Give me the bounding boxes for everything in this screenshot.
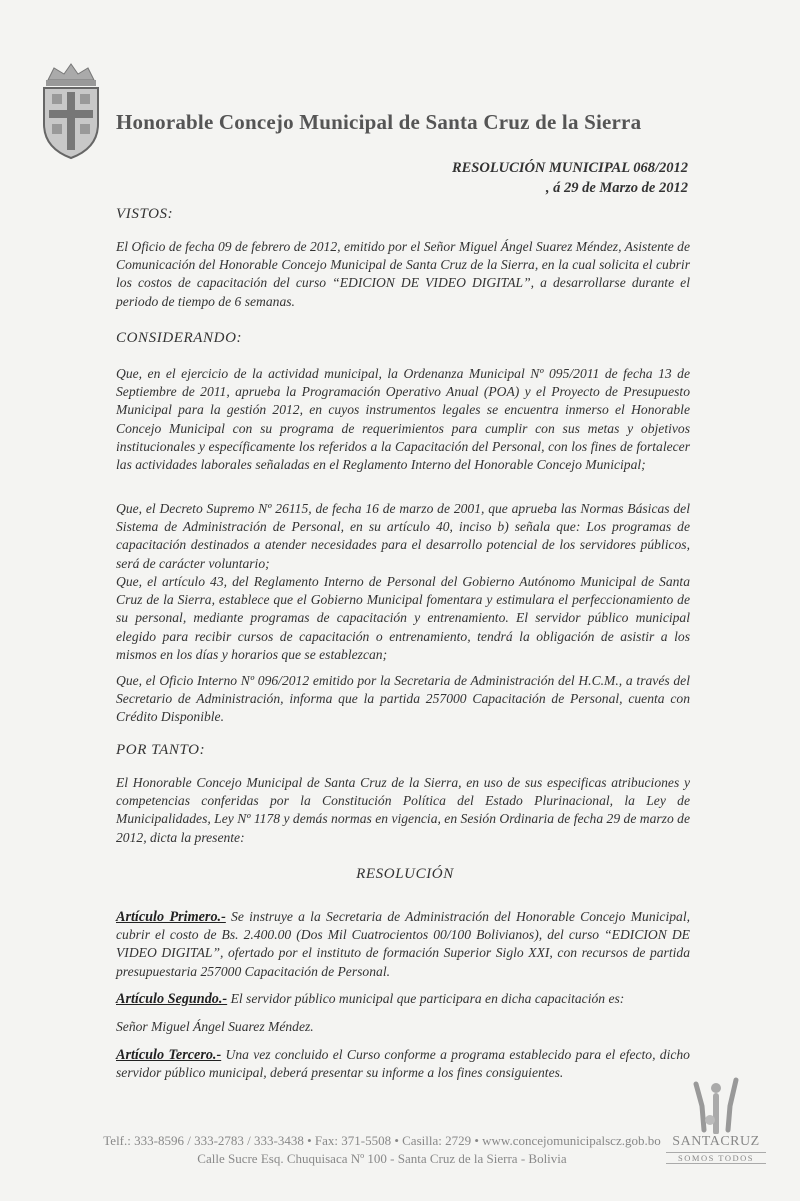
article-first — [116, 908, 690, 981]
resolution-number: RESOLUCIÓN MUNICIPAL 068/2012 — [451, 160, 688, 176]
considerando-paragraph-2: Que, el Decreto Supremo Nº 26115, de fecha 16 de marzo de 2001, que aprueba las Normas Básicas del Sistema de Administración de Personal, en su artículo 40, inciso b) señala que: Los programas de capacitación destinados a atender necesidades para el desarrollo potencial de los servidores públicos, será de carácter voluntario; — [116, 501, 690, 571]
logo-text: SANTACRUZ — [672, 1134, 760, 1149]
considerando-paragraph-3: Que, el artículo 43, del Reglamento Interno de Personal del Gobierno Autónomo Municipal de Santa Cruz de la Sierra, establece que el Gobierno Municipal fomentara y estimulara el perfeccionamiento de su personal, mediante programas de capacitación y entrenamiento. El servidor público municipal elegido para recibir cursos de capacitación o entrenamiento, tendrá la obligación de asistir a los mismos en los días y horarios que se establezcan; — [116, 574, 690, 662]
considerando-heading: CONSIDERANDO: — [116, 330, 243, 346]
organization-name: Honorable Concejo Municipal de Santa Cruz de la Sierra — [116, 110, 642, 134]
article-second-label: Artículo Segundo.- — [116, 991, 228, 1007]
people-figures-icon — [666, 1076, 766, 1134]
article-first-label: Artículo Primero.- — [116, 909, 226, 925]
coat-of-arms-icon — [36, 62, 106, 160]
por-tanto-heading: POR TANTO: — [116, 742, 206, 758]
article-third-label: Artículo Tercero.- — [116, 1047, 222, 1063]
resolution-header — [452, 158, 688, 198]
article-third — [116, 1046, 690, 1082]
resolution-date: , á 29 de Marzo de 2012 — [545, 180, 688, 196]
article-third-text: Una vez concluido el Curso conforme a programa establecido para el efecto, dicho servidor público municipal, deberá presentar su informe a los fines consiguientes. — [116, 1047, 690, 1081]
participant-name: Señor Miguel Ángel Suarez Méndez. — [116, 1019, 314, 1034]
resolucion-heading: RESOLUCIÓN — [356, 866, 454, 882]
considerando-paragraph-1: Que, en el ejercicio de la actividad municipal, la Ordenanza Municipal Nº 095/2011 de fecha 13 de Septiembre de 2011, aprueba la Programación Operativo Anual (POA) y el Proyecto de Presupuesto Municipal para la gestión 2012, en cuyos instrumentos legales se encuentra inmerso el Honorable Concejo Municipal con su programa de requerimientos para cumplir con sus metas y objetivos institucionales y específicamente los referidos a la Capacitación del Personal, con los fines de fortalecer las actividades laborales señaladas en el Reglamento Interno del Honorable Concejo Municipal; — [116, 366, 690, 473]
por-tanto-paragraph: El Honorable Concejo Municipal de Santa Cruz de la Sierra, en uso de sus especificas atribuciones y competencias conferidas por la Constitución Política del Estado Plurinacional, la Ley de Municipalidades, Ley Nº 1178 y demás normas en vigencia, en Sesión Ordinaria de fecha 29 de marzo de 2012, dicta la presente: — [116, 775, 690, 845]
vistos-paragraph: El Oficio de fecha 09 de febrero de 2012, emitido por el Señor Miguel Ángel Suarez Méndez, Asistente de Comunicación del Honorable Concejo Municipal de Santa Cruz de la Sierra, en la cual solicita el cubrir los costos de capacitación del curso “EDICION DE VIDEO DIGITAL”, a desarrollarse durante el periodo de tiempo de 6 semanas. — [116, 239, 690, 309]
article-second-text: El servidor público municipal que participara en dicha capacitación es: — [227, 991, 625, 1006]
footer-contact-line: Telf.: 333-8596 / 333-2783 / 333-3438 • Fax: 371-5508 • Casilla: 2729 • www.concejomunicipalscz.gob.bo — [103, 1133, 661, 1148]
considerando-paragraph-4: Que, el Oficio Interno Nº 096/2012 emitido por la Secretaria de Administración del H.C.M., a través del Secretario de Administración, informa que la partida 257000 Capacitación de Personal, cuenta con Crédito Disponible. — [116, 673, 690, 725]
article-second — [116, 990, 690, 1008]
logo-subtext: SOMOS TODOS — [666, 1152, 766, 1164]
article-first-text: Se instruye a la Secretaria de Administración del Honorable Concejo Municipal, cubrir el costo de Bs. 2.400.00 (Dos Mil Cuatrocientos 00/100 Bolivianos), del curso “EDICION DE VIDEO DIGITAL”, ofertado por el instituto de formación Superior Siglo XXI, con recursos de partida presupuestaria 257000 Capacitación de Personal. — [116, 909, 690, 979]
footer-address-line: Calle Sucre Esq. Chuquisaca Nº 100 - Santa Cruz de la Sierra - Bolivia — [197, 1151, 567, 1166]
santa-cruz-logo — [666, 1076, 766, 1166]
vistos-heading: VISTOS: — [116, 206, 174, 222]
